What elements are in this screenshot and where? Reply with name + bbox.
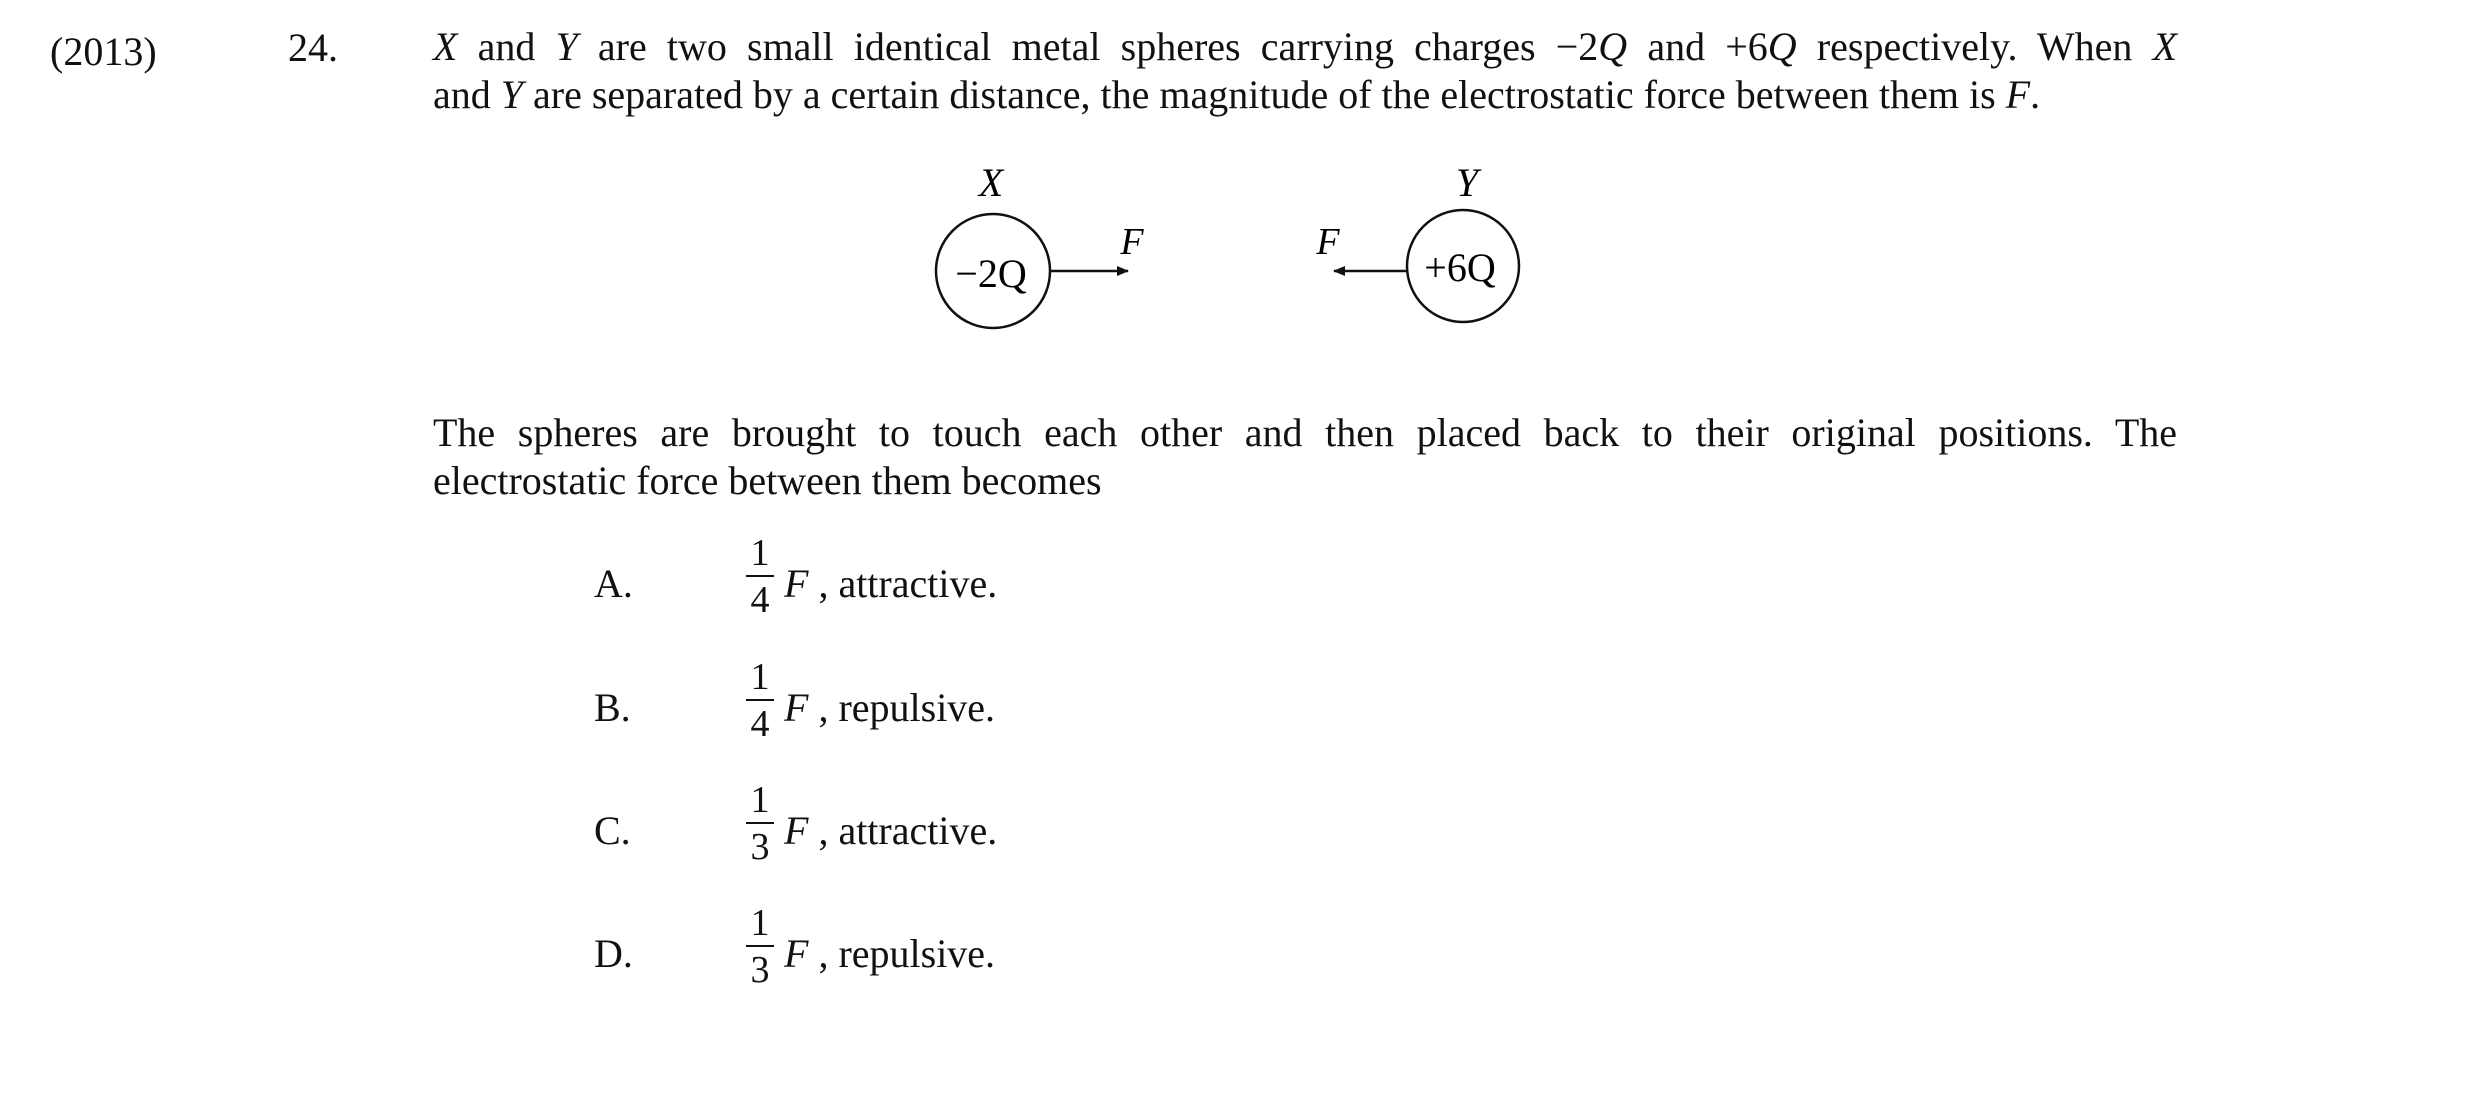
option-letter: C. <box>594 808 631 853</box>
stem-text: respectively. When <box>1796 24 2153 69</box>
var-f: F <box>784 685 809 730</box>
follow-up-line-2: electrostatic force between them becomes <box>433 458 1102 503</box>
stem-text: and <box>433 72 501 117</box>
option-tail: , repulsive. <box>808 931 996 976</box>
sphere-y-label: Y <box>1455 160 1479 205</box>
var-f: F <box>784 808 809 853</box>
question-year: (2013) <box>50 29 157 74</box>
option-tail: , attractive. <box>808 561 998 606</box>
var-f: F <box>784 931 809 976</box>
option-text <box>784 807 997 854</box>
stem-text: are separated by a certain distance, the magnitude of the electrostatic force between them is <box>523 72 2006 117</box>
sphere-x-label: X <box>978 160 1004 205</box>
fraction-numerator: 1 <box>750 656 770 698</box>
option-fraction <box>746 534 774 619</box>
sphere-y-charge: +6Q <box>1424 245 1496 290</box>
fraction-bar <box>746 699 774 701</box>
fraction-denominator: 3 <box>750 949 770 991</box>
var-q: Q <box>1767 24 1797 69</box>
var-x: X <box>2152 24 2177 69</box>
option-fraction <box>746 658 774 743</box>
var-f: F <box>784 561 809 606</box>
var-x: X <box>433 24 458 69</box>
stem-text: and <box>457 24 556 69</box>
var-y: Y <box>500 72 524 117</box>
option-tail: , attractive. <box>808 808 998 853</box>
stem-text: are two small identical metal spheres carrying charges −2 <box>577 24 1599 69</box>
fraction-denominator: 4 <box>750 703 770 745</box>
fraction-numerator: 1 <box>750 902 770 944</box>
option-letter: D. <box>594 931 633 976</box>
fraction-denominator: 3 <box>750 826 770 868</box>
option-letter: B. <box>594 685 631 730</box>
option-tail: , repulsive. <box>808 685 996 730</box>
var-f: F <box>2005 72 2031 117</box>
sphere-x-charge: −2Q <box>955 251 1027 296</box>
fraction-bar <box>746 822 774 824</box>
option-text <box>784 930 995 977</box>
option-text <box>784 560 997 607</box>
force-label-left: F <box>1316 221 1340 263</box>
question-number: 24. <box>288 25 338 70</box>
fraction-numerator: 1 <box>750 779 770 821</box>
follow-up-line-1: The spheres are brought to touch each other and then placed back to their original positions. The <box>433 410 2177 455</box>
stem-text: . <box>2030 72 2041 117</box>
fraction-numerator: 1 <box>750 532 770 574</box>
option-fraction <box>746 904 774 989</box>
force-label-right: F <box>1120 221 1144 263</box>
option-text <box>784 684 995 731</box>
var-q: Q <box>1598 24 1628 69</box>
var-y: Y <box>555 24 578 69</box>
option-fraction <box>746 781 774 866</box>
fraction-denominator: 4 <box>750 579 770 621</box>
option-letter: A. <box>594 561 633 606</box>
fraction-bar <box>746 575 774 577</box>
stem-text: and +6 <box>1627 24 1768 69</box>
fraction-bar <box>746 945 774 947</box>
